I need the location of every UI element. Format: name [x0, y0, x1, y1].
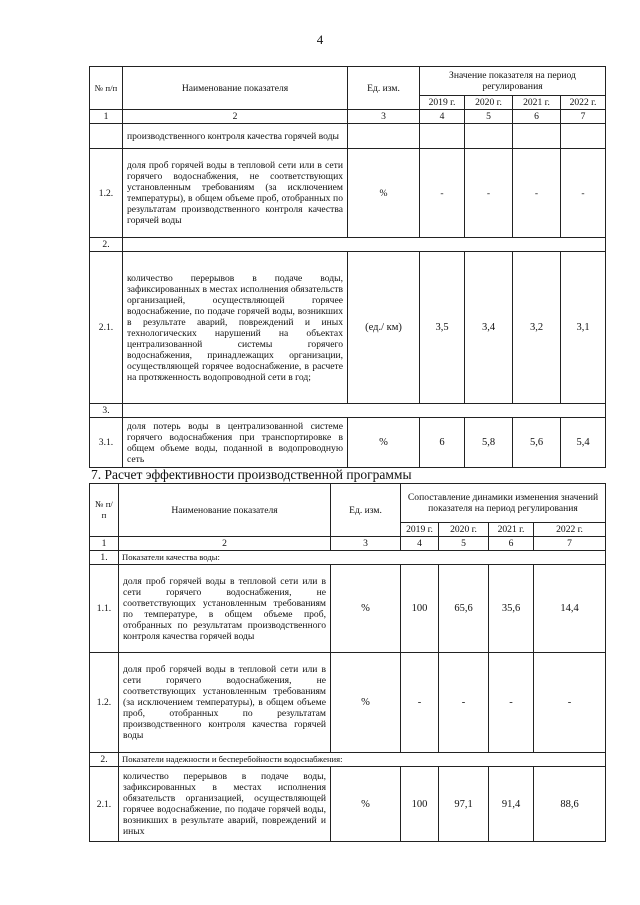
- column-number: 3: [331, 537, 401, 551]
- indicator-name: количество перерывов в подаче воды, зафиксированных в местах исполнения обязательств организацией, осуществляющей горячее водоснабжение, по подаче горячей воды, возникших в результате аварий, повреждений и иных технологических нарушений на объектах централизованной системы горячего водоснабжения, принадлежащих организации, осуществляющей горячее водоснабжение, в расчете на протяженность водопроводной сети в год;: [123, 252, 348, 404]
- table-row: [90, 653, 606, 753]
- value: 35,6: [489, 565, 534, 653]
- row-number: 2.1.: [90, 767, 119, 842]
- section-label: [123, 238, 606, 252]
- value: -: [489, 653, 534, 753]
- row-number: 3.: [90, 404, 123, 418]
- header-year: 2021 г.: [513, 96, 561, 110]
- unit: %: [331, 565, 401, 653]
- row-number: 2.1.: [90, 252, 123, 404]
- table-row: [90, 404, 606, 418]
- indicator-name: доля проб горячей воды в тепловой сети или в сети горячего водоснабжения, не соответствующих установленным требованиям (за исключением температуры), в общем объеме проб, отобранных по результатам производственного контроля качества горячей воды: [119, 653, 331, 753]
- column-number: 1: [90, 110, 123, 124]
- header-unit: Ед. изм.: [348, 67, 420, 110]
- value: 3,5: [420, 252, 465, 404]
- value: -: [420, 149, 465, 238]
- column-number: 1: [90, 537, 119, 551]
- header-period-group: Значение показателя на период регулирования: [420, 67, 606, 96]
- header-unit: Ед. изм.: [331, 484, 401, 537]
- row-number: 1.2.: [90, 149, 123, 238]
- table-row: [90, 124, 606, 149]
- column-number: 2: [123, 110, 348, 124]
- value: [561, 124, 606, 149]
- table-row: [90, 753, 606, 767]
- value: -: [401, 653, 439, 753]
- value: 97,1: [439, 767, 489, 842]
- header-no: № п/п: [90, 484, 119, 537]
- row-number: 2.: [90, 753, 119, 767]
- value: 3,1: [561, 252, 606, 404]
- value: 100: [401, 565, 439, 653]
- value: -: [439, 653, 489, 753]
- header-year: 2021 г.: [489, 523, 534, 537]
- table-row: [90, 418, 606, 468]
- row-number: [90, 124, 123, 149]
- efficiency-table: [89, 483, 606, 842]
- header-year: 2022 г.: [534, 523, 606, 537]
- unit: (ед./ км): [348, 252, 420, 404]
- header-name: Наименование показателя: [123, 67, 348, 110]
- section-title: 7. Расчет эффективности производственной программы: [91, 467, 412, 482]
- value: 5,6: [513, 418, 561, 468]
- column-number: 6: [513, 110, 561, 124]
- value: 5,8: [465, 418, 513, 468]
- value: 3,4: [465, 252, 513, 404]
- column-number: 7: [534, 537, 606, 551]
- unit: %: [348, 149, 420, 238]
- value: 91,4: [489, 767, 534, 842]
- column-number: 3: [348, 110, 420, 124]
- table-row: [90, 252, 606, 404]
- value: 100: [401, 767, 439, 842]
- unit: [348, 124, 420, 149]
- table-row: [90, 238, 606, 252]
- indicator-name: производственного контроля качества горячей воды: [123, 124, 348, 149]
- header-year: 2019 г.: [420, 96, 465, 110]
- row-number: 1.1.: [90, 565, 119, 653]
- section-label: [123, 404, 606, 418]
- table-row: [90, 767, 606, 842]
- row-number: 3.1.: [90, 418, 123, 468]
- column-number: 5: [465, 110, 513, 124]
- header-year: 2019 г.: [401, 523, 439, 537]
- value: 5,4: [561, 418, 606, 468]
- value: -: [513, 149, 561, 238]
- table-row: [90, 149, 606, 238]
- header-year: 2020 г.: [439, 523, 489, 537]
- column-number: 7: [561, 110, 606, 124]
- value: 88,6: [534, 767, 606, 842]
- indicator-values-table: [89, 66, 606, 468]
- column-number: 5: [439, 537, 489, 551]
- column-number: 4: [401, 537, 439, 551]
- value: 6: [420, 418, 465, 468]
- header-name: Наименование показателя: [119, 484, 331, 537]
- row-number: 1.: [90, 551, 119, 565]
- value: 65,6: [439, 565, 489, 653]
- indicator-name: количество перерывов в подаче воды, зафиксированных в местах исполнения обязательств организацией, осуществляющей горячее водоснабжение, по подаче горячей воды, возникших в результате аварий, повреждений и иных: [119, 767, 331, 842]
- value: 14,4: [534, 565, 606, 653]
- indicator-name: доля проб горячей воды в тепловой сети или в сети горячего водоснабжения, не соответствующих установленным требованиям (за исключением температуры), в общем объеме проб, отобранных по результатам производственного контроля качества горячей воды: [123, 149, 348, 238]
- value: [420, 124, 465, 149]
- value: -: [534, 653, 606, 753]
- section-label: Показатели качества воды:: [119, 551, 606, 565]
- page-number: 4: [316, 32, 324, 47]
- table-row: [90, 565, 606, 653]
- indicator-name: доля проб горячей воды в тепловой сети или в сети горячего водоснабжения, не соответствующих установленным требованиям по температуре, в общем объеме проб, отобранных по результатам производственного контроля качества горячей воды: [119, 565, 331, 653]
- column-number: 2: [119, 537, 331, 551]
- header-no: № п/п: [90, 67, 123, 110]
- row-number: 2.: [90, 238, 123, 252]
- row-number: 1.2.: [90, 653, 119, 753]
- value: [513, 124, 561, 149]
- unit: %: [331, 767, 401, 842]
- unit: %: [348, 418, 420, 468]
- value: -: [561, 149, 606, 238]
- section-label: Показатели надежности и бесперебойности водоснабжения:: [119, 753, 606, 767]
- header-comparison-group: Сопоставление динамики изменения значений показателя на период регулирования: [401, 484, 606, 523]
- indicator-name: доля потерь воды в централизованной системе горячего водоснабжения при транспортировке в общем объеме воды, поданной в водопроводную сеть: [123, 418, 348, 468]
- header-year: 2020 г.: [465, 96, 513, 110]
- value: [465, 124, 513, 149]
- value: 3,2: [513, 252, 561, 404]
- table-row: [90, 551, 606, 565]
- header-year: 2022 г.: [561, 96, 606, 110]
- value: -: [465, 149, 513, 238]
- column-number: 6: [489, 537, 534, 551]
- unit: %: [331, 653, 401, 753]
- column-number: 4: [420, 110, 465, 124]
